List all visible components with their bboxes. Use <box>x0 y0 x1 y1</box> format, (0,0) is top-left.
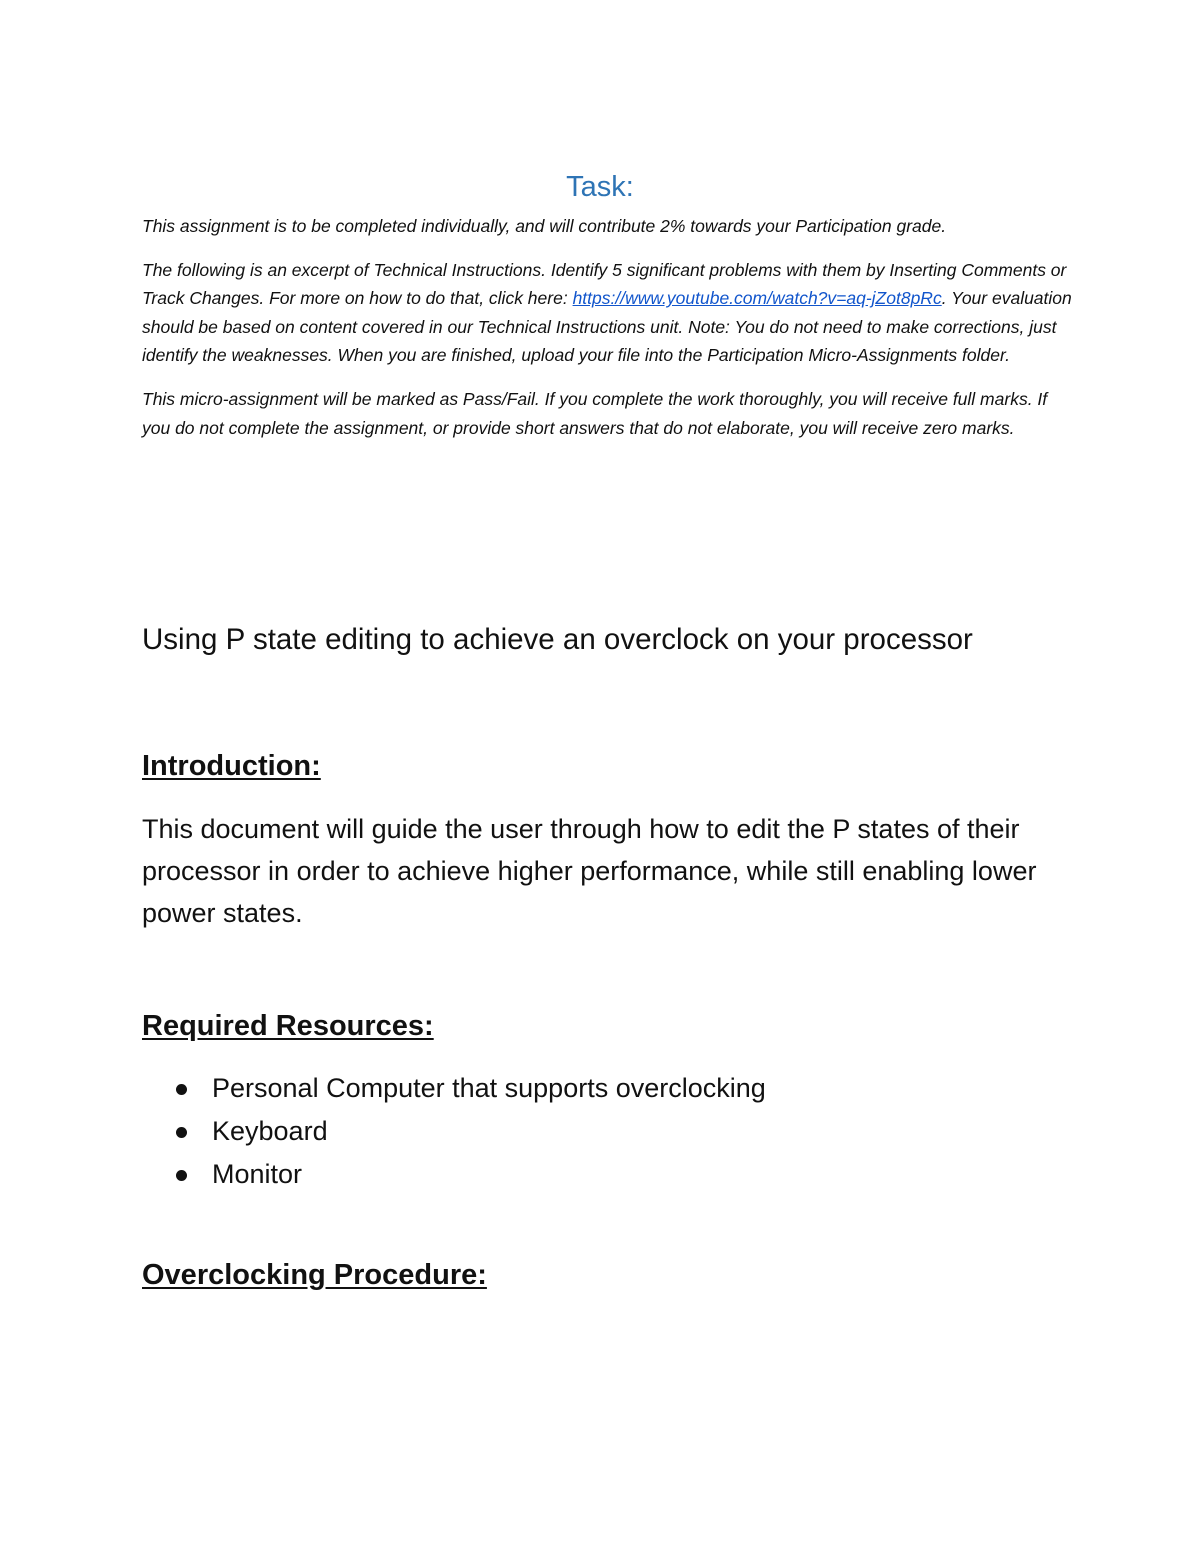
list-item <box>142 1153 1042 1196</box>
resource-item-label: Monitor <box>212 1159 303 1189</box>
bullet-icon <box>176 1127 187 1138</box>
list-item <box>142 1067 1042 1110</box>
bullet-icon <box>176 1170 187 1181</box>
youtube-link[interactable]: https://www.youtube.com/watch?v=aq-jZot8pRc <box>572 288 942 309</box>
resource-list <box>142 1067 1042 1196</box>
resource-item-label: Keyboard <box>212 1116 328 1146</box>
bullet-icon <box>176 1084 187 1095</box>
task-paragraph-2 <box>142 256 1072 370</box>
resource-item-label: Personal Computer that supports overclocking <box>212 1073 766 1103</box>
task-paragraph-3: This micro-assignment will be marked as Pass/Fail. If you complete the work thoroughly, you will receive full marks. If you do not complete the assignment, or provide short answers that do not elaborate, you will receive zero marks. <box>142 388 1048 438</box>
task-paragraph-2-end: . Your evaluation should be based on content covered in our Technical Instructions unit. Note: You do not need to make corrections, just identify the weaknesses. When you are finished, upload your file into the Participation Micro-Assignments folder. <box>142 288 1072 366</box>
task-paragraph-1: This assignment is to be completed individually, and will contribute 2% towards your Participation grade. <box>142 216 947 236</box>
introduction-text: This document will guide the user through how to edit the P states of their processor in order to achieve higher performance, while still enabling lower power states. <box>142 814 1037 928</box>
document-title: Using P state editing to achieve an overclock on your processor <box>142 623 973 656</box>
task-paragraph-2-start: The following is an excerpt of Technical Instructions. Identify 5 significant problems with them by Inserting Comments or Track Changes. For more on how to do that, click here: <box>142 259 1067 309</box>
required-resources-heading: Required Resources: <box>142 1010 434 1042</box>
overclocking-procedure-heading: Overclocking Procedure: <box>142 1259 487 1291</box>
task-instructions <box>142 212 1072 457</box>
list-item <box>142 1110 1042 1153</box>
task-heading: Task: <box>566 171 634 203</box>
introduction-heading: Introduction: <box>142 750 321 782</box>
